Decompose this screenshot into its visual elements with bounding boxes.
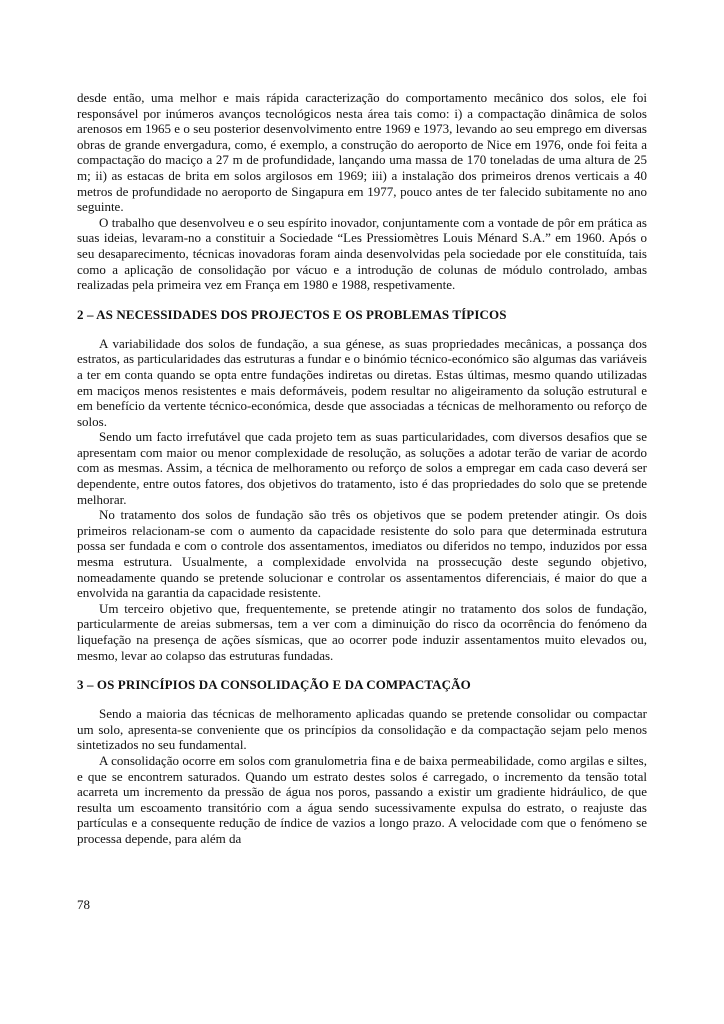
- section-3-paragraph-2: A consolidação ocorre em solos com granulometria fina e de baixa permeabilidade, como argilas e siltes, e que se encontrem saturados. Quando um estrato destes solos é carregado, o incremento da tensão total acarreta um incremento da pressão de água nos poros, passando a existir um gradiente hidráulico, de que resulta um escoamento transitório com a água sendo sucessivamente expulsa do estrato, o reajuste das partículas e a consequente redução de índice de vazios a longo prazo. A velocidade com que o fenómeno se processa depende, para além da: [77, 752, 647, 846]
- section-2-paragraph-2: Sendo um facto irrefutável que cada projeto tem as suas particularidades, com diversos desafios que se apresentam com maior ou menor complexidade de resolução, as soluções a adotar terão de variar de acordo com as mesmas. Assim, a técnica de melhoramento ou reforço de solos a empregar em cada caso deverá ser dependente, entre outos fatores, dos objetivos do tratamento, isto é das propriedades do solo que se pretende melhorar.: [77, 429, 647, 507]
- section-3-heading: 3 – OS PRINCÍPIOS DA CONSOLIDAÇÃO E DA COMPACTAÇÃO: [77, 677, 471, 693]
- section-3-paragraph-1: Sendo a maioria das técnicas de melhoramento aplicadas quando se pretende consolidar ou compactar um solo, apresenta-se conveniente que os princípios da consolidação e da compactação sejam pelo menos sintetizados no seu fundamental.: [77, 706, 647, 753]
- section-2-paragraph-3: No tratamento dos solos de fundação são três os objetivos que se podem pretender atingir. Os dois primeiros relacionam-se com o aumento da capacidade resistente do solo para que determinada estrutura possa ser fundada e com o controle dos assentamentos, imediatos ou diferidos no tempo, induzidos por essa mesma estrutura. Usualmente, a complexidade envolvida na prossecução deste segundo objetivo, nomeadamente quando se pretende solucionar e controlar os assentamentos diferenciais, é maior do que a envolvida na garantia da capacidade resistente.: [77, 507, 647, 601]
- page-body: [77, 90, 647, 847]
- paragraph-intro-1: desde então, uma melhor e mais rápida caracterização do comportamento mecânico dos solos, ele foi responsável por inúmeros avanços tecnológicos nesta área tais como: i) a compactação dinâmica de solos arenosos em 1965 e o seu posterior desenvolvimento entre 1969 e 1973, levando ao seu emprego em diversas obras de grande envergadura, como, é exemplo, a construção do aeroporto de Nice em 1976, onde foi feita a compactação do maciço a 27 m de profundidade, lançando uma massa de 170 toneladas de uma altura de 25 m; ii) as estacas de brita em solos argilosos em 1969; iii) a instalação dos primeiros drenos verticais a 40 metros de profundidade no aeroporto de Singapura em 1977, pouco antes de ter falecido subitamente no ano seguinte.: [77, 90, 647, 215]
- section-2-heading: 2 – AS NECESSIDADES DOS PROJECTOS E OS PROBLEMAS TÍPICOS: [77, 306, 507, 322]
- page-number: 78: [77, 897, 90, 912]
- section-2-paragraph-1: A variabilidade dos solos de fundação, a sua génese, as suas propriedades mecânicas, a possança dos estratos, as particularidades das estruturas a fundar e o binómio técnico-económico são algumas das variáveis a ter em conta quando se opta entre fundações indiretas ou diretas. Estas últimas, mesmo quando utilizadas em maciços menos resistentes e mais deformáveis, podem resultar no aligeiramento da solução estrutural e em benefício da vertente técnico-económica, desde que associadas a técnicas de melhoramento ou reforço de solos.: [77, 335, 647, 429]
- section-2-paragraph-4: Um terceiro objetivo que, frequentemente, se pretende atingir no tratamento dos solos de fundação, particularmente de areias submersas, tem a ver com a diminuição do risco da ocorrência do fenómeno da liquefação na presença de ações sísmicas, que ao ocorrer pode induzir assentamentos muito elevados ou, mesmo, levar ao colapso das estruturas fundadas.: [77, 600, 647, 663]
- paragraph-intro-2: O trabalho que desenvolveu e o seu espírito inovador, conjuntamente com a vontade de pôr em prática as suas ideias, levaram-no a constituir a Sociedade “Les Pressiomètres Louis Ménard S.A.” em 1960. Após o seu desaparecimento, técnicas inovadoras foram ainda desenvolvidas pela sociedade por ele constituída, tais como a aplicação de consolidação por vácuo e a introdução de colunas de módulo controlado, ambas realizadas pela primeira vez em França em 1980 e 1988, respetivamente.: [77, 214, 647, 293]
